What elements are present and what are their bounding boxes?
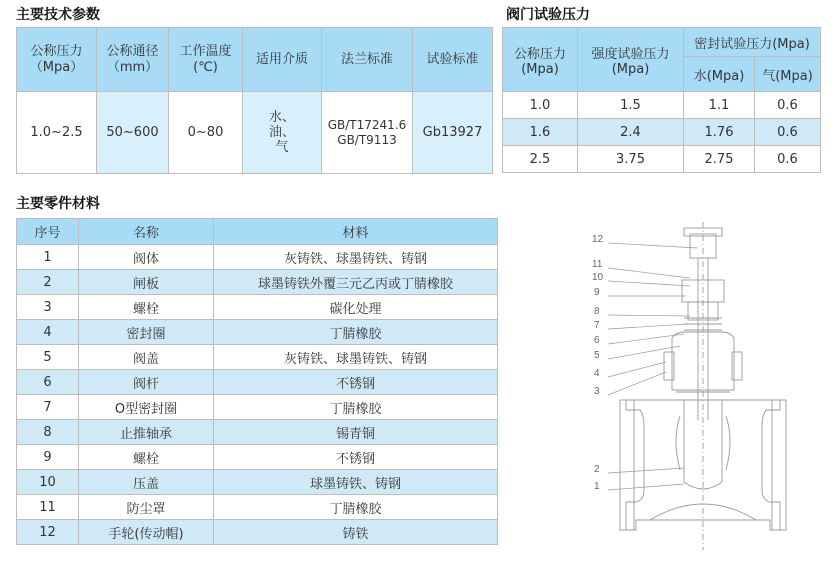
part-name: 螺栓 [79, 295, 214, 320]
header-tp-strength: 强度试验压力 (Mpa) [578, 28, 684, 92]
part-material: 不锈钢 [214, 445, 498, 470]
gate-valve-drawing [580, 220, 810, 565]
part-index: 1 [17, 245, 79, 270]
test-pressure-title: 阀门试验压力 [506, 7, 590, 23]
part-material: 锡青铜 [214, 420, 498, 445]
header-nominal-diameter: 公称通径 （mm） [97, 28, 169, 92]
tp-cell: 3.75 [578, 146, 684, 173]
callout-2: 2 [594, 464, 600, 475]
part-index: 2 [17, 270, 79, 295]
header-nominal-pressure: 公称压力 （Mpa） [17, 28, 97, 92]
value-test-standard: Gb13927 [413, 92, 493, 174]
tp-cell: 1.0 [503, 92, 578, 119]
part-material: 丁腈橡胶 [214, 395, 498, 420]
part-index: 7 [17, 395, 79, 420]
part-name: O型密封圈 [79, 395, 214, 420]
part-index: 6 [17, 370, 79, 395]
callout-12: 12 [592, 234, 604, 245]
header-tp-water: 水(Mpa) [684, 57, 755, 92]
part-material: 铸铁 [214, 520, 498, 545]
value-nominal-pressure: 1.0~2.5 [17, 92, 97, 174]
part-index: 3 [17, 295, 79, 320]
table-row [17, 345, 498, 370]
header-flange-standard: 法兰标准 [322, 28, 413, 92]
table-row [17, 295, 498, 320]
callout-1: 1 [594, 481, 600, 492]
tp-cell: 1.76 [684, 119, 755, 146]
part-name: 密封圈 [79, 320, 214, 345]
test-pressure-table [502, 27, 821, 173]
part-index: 9 [17, 445, 79, 470]
header-test-standard: 试验标准 [413, 28, 493, 92]
table-row [17, 320, 498, 345]
tp-cell: 2.5 [503, 146, 578, 173]
parts-table [16, 218, 498, 545]
tp-cell: 1.6 [503, 119, 578, 146]
table-row [17, 420, 498, 445]
tech-params-table [16, 27, 493, 174]
part-material: 不锈钢 [214, 370, 498, 395]
table-row [17, 245, 498, 270]
part-name: 阀盖 [79, 345, 214, 370]
table-row [17, 270, 498, 295]
table-row [503, 146, 821, 173]
value-working-temperature: 0~80 [169, 92, 243, 174]
table-row [503, 92, 821, 119]
part-name: 手轮(传动帽) [79, 520, 214, 545]
header-part-name: 名称 [79, 219, 214, 245]
callout-4: 4 [594, 368, 600, 379]
part-name: 防尘罩 [79, 495, 214, 520]
table-row [17, 470, 498, 495]
callout-7: 7 [594, 320, 600, 331]
part-material: 灰铸铁、球墨铸铁、铸钢 [214, 245, 498, 270]
header-working-temperature: 工作温度 (℃) [169, 28, 243, 92]
tp-cell: 0.6 [755, 119, 821, 146]
table-row [17, 520, 498, 545]
header-medium: 适用介质 [243, 28, 322, 92]
part-material: 丁腈橡胶 [214, 495, 498, 520]
part-name: 闸板 [79, 270, 214, 295]
callout-8: 8 [594, 306, 600, 317]
tp-cell: 2.75 [684, 146, 755, 173]
table-row [503, 119, 821, 146]
part-name: 螺栓 [79, 445, 214, 470]
callout-3: 3 [594, 386, 600, 397]
part-name: 阀体 [79, 245, 214, 270]
value-nominal-diameter: 50~600 [97, 92, 169, 174]
value-flange-standard: GB/T17241.6 GB/T9113 [322, 92, 413, 174]
callout-10: 10 [592, 272, 604, 283]
table-row [17, 445, 498, 470]
part-index: 11 [17, 495, 79, 520]
part-name: 止推轴承 [79, 420, 214, 445]
tp-cell: 0.6 [755, 146, 821, 173]
part-index: 5 [17, 345, 79, 370]
part-material: 球墨铸铁、铸钢 [214, 470, 498, 495]
tp-cell: 1.1 [684, 92, 755, 119]
tech-params-title: 主要技术参数 [16, 7, 100, 23]
header-material: 材料 [214, 219, 498, 245]
table-row [17, 395, 498, 420]
header-tp-seal: 密封试验压力(Mpa) [684, 28, 821, 57]
table-row [17, 495, 498, 520]
tp-cell: 2.4 [578, 119, 684, 146]
tp-cell: 0.6 [755, 92, 821, 119]
part-material: 丁腈橡胶 [214, 320, 498, 345]
part-name: 阀杆 [79, 370, 214, 395]
header-index: 序号 [17, 219, 79, 245]
part-name: 压盖 [79, 470, 214, 495]
part-index: 12 [17, 520, 79, 545]
part-index: 10 [17, 470, 79, 495]
callout-11: 11 [592, 259, 603, 270]
callout-6: 6 [594, 335, 600, 346]
callout-5: 5 [594, 350, 600, 361]
part-material: 碳化处理 [214, 295, 498, 320]
callout-9: 9 [594, 287, 600, 298]
parts-title: 主要零件材料 [16, 196, 100, 212]
part-index: 4 [17, 320, 79, 345]
header-tp-gas: 气(Mpa) [755, 57, 821, 92]
part-material: 球墨铸铁外覆三元乙丙或丁腈橡胶 [214, 270, 498, 295]
part-index: 8 [17, 420, 79, 445]
table-row [17, 370, 498, 395]
header-tp-nominal: 公称压力 (Mpa) [503, 28, 578, 92]
tp-cell: 1.5 [578, 92, 684, 119]
part-material: 灰铸铁、球墨铸铁、铸钢 [214, 345, 498, 370]
value-medium: 水、 油、 气 [243, 92, 322, 174]
